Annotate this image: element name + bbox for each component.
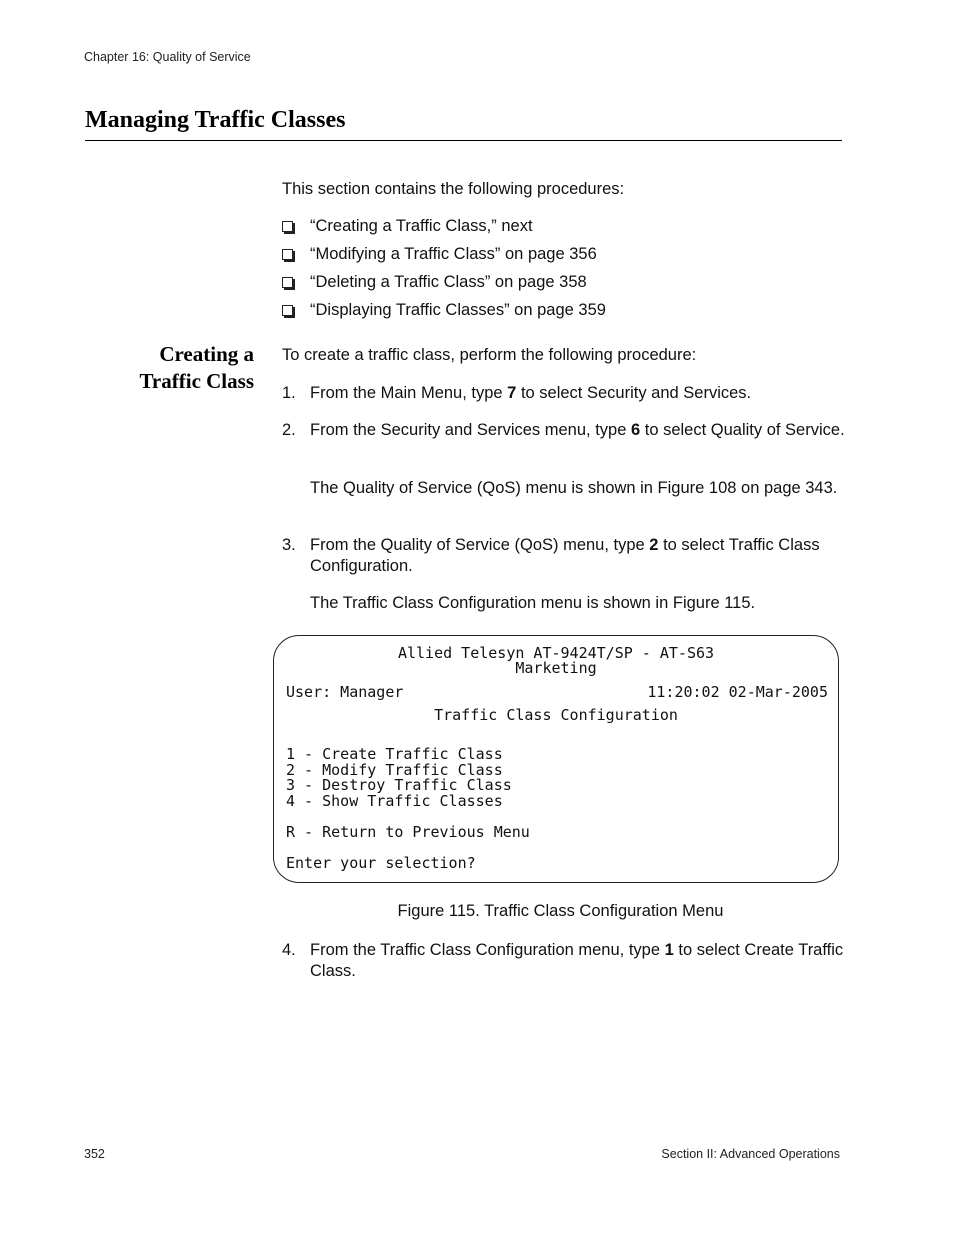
section-title: Managing Traffic Classes bbox=[85, 107, 346, 133]
step-key: 1 bbox=[664, 941, 674, 959]
step-key: 2 bbox=[649, 536, 659, 554]
terminal-title: Allied Telesyn AT-9424T/SP - AT-S63 bbox=[397, 644, 715, 662]
procedure-link[interactable]: “Creating a Traffic Class,” next bbox=[310, 217, 533, 235]
terminal-return-option: R - Return to Previous Menu bbox=[286, 823, 530, 841]
subsection-title-line1: Creating a bbox=[159, 342, 254, 366]
footer-section-name: Section II: Advanced Operations bbox=[661, 1147, 840, 1161]
checkbox-bullet-icon bbox=[282, 221, 293, 232]
step-text: From the Main Menu, type 7 to select Security and Services. bbox=[310, 384, 752, 402]
step-text: From the Traffic Class Configuration menu, type 1 to select Create Traffic Class. bbox=[310, 941, 844, 980]
running-head: Chapter 16: Quality of Service bbox=[84, 50, 251, 64]
tc-menu-note: The Traffic Class Configuration menu is shown in Figure 115. bbox=[310, 594, 756, 612]
step-number: 3. bbox=[282, 536, 296, 554]
procedure-link[interactable]: “Displaying Traffic Classes” on page 359 bbox=[310, 301, 606, 319]
terminal-datetime: 11:20:02 02-Mar-2005 bbox=[647, 683, 828, 701]
subsection-title bbox=[100, 341, 254, 395]
step-number: 4. bbox=[282, 941, 296, 959]
terminal-prompt: Enter your selection? bbox=[286, 854, 476, 872]
qos-menu-note: The Quality of Service (QoS) menu is shown in Figure 108 on page 343. bbox=[310, 479, 838, 497]
step-key: 7 bbox=[507, 384, 517, 402]
procedure-link[interactable]: “Modifying a Traffic Class” on page 356 bbox=[310, 245, 597, 263]
page-number: 352 bbox=[84, 1147, 105, 1161]
intro-text: This section contains the following procedures: bbox=[282, 180, 625, 198]
terminal-user: User: Manager bbox=[286, 683, 404, 701]
terminal-option: 4 - Show Traffic Classes bbox=[286, 792, 503, 810]
step-key: 6 bbox=[630, 421, 641, 439]
figure-caption: Figure 115. Traffic Class Configuration Menu bbox=[397, 902, 724, 920]
procedure-link[interactable]: “Deleting a Traffic Class” on page 358 bbox=[310, 273, 587, 291]
step-text: From the Security and Services menu, type 6 to select Quality of Service. bbox=[310, 421, 845, 439]
title-rule bbox=[85, 140, 842, 141]
terminal-option: 3 - Destroy Traffic Class bbox=[286, 776, 512, 794]
terminal-option: 2 - Modify Traffic Class bbox=[286, 761, 503, 779]
step-number: 2. bbox=[282, 421, 296, 439]
checkbox-bullet-icon bbox=[282, 249, 293, 260]
subsection-title-line2: Traffic Class bbox=[139, 369, 254, 393]
terminal-screen bbox=[273, 635, 839, 883]
lead-text: To create a traffic class, perform the following procedure: bbox=[282, 346, 697, 364]
step-number: 1. bbox=[282, 384, 296, 402]
checkbox-bullet-icon bbox=[282, 305, 293, 316]
checkbox-bullet-icon bbox=[282, 277, 293, 288]
terminal-option: 1 - Create Traffic Class bbox=[286, 745, 503, 763]
step-text: From the Quality of Service (QoS) menu, type 2 to select Traffic Class Configuration. bbox=[310, 536, 820, 575]
terminal-subtitle: Marketing bbox=[515, 659, 597, 677]
terminal-menu-title: Traffic Class Configuration bbox=[434, 706, 678, 724]
